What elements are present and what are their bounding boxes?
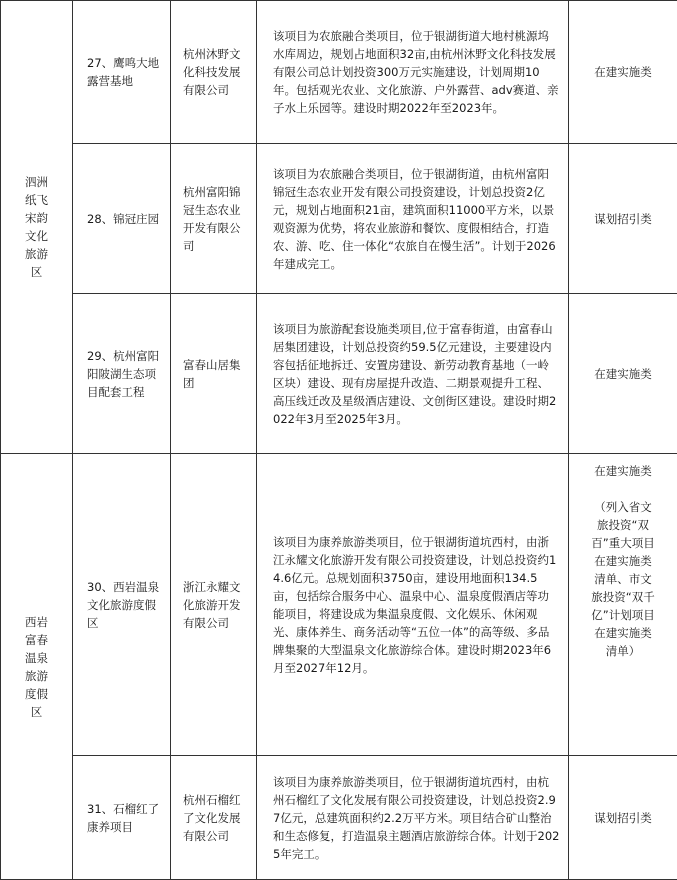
project-name: 27、鹰鸣大地露营基地 (73, 1, 171, 144)
project-name: 28、锦冠庄园 (73, 144, 171, 294)
project-status: 谋划招引类 (569, 756, 677, 880)
zone-name-line: 文化 (25, 229, 48, 243)
project-status: 在建实施类 (569, 1, 677, 144)
project-name: 31、石榴红了康养项目 (73, 756, 171, 880)
project-owner: 浙江永耀文化旅游开发有限公司 (171, 454, 257, 756)
zone-name-line: 旅游 (25, 669, 48, 683)
zone-name-line: 西岩 (25, 615, 48, 629)
status-note-line: 清单、市文 (581, 570, 665, 588)
zone-name-line: 富春 (25, 633, 48, 647)
project-owner: 杭州石榴红了文化发展有限公司 (171, 756, 257, 880)
zone-name-line: 纸飞 (25, 193, 48, 207)
project-description: 该项目为农旅融合类项目，位于银湖街道，由杭州富阳锦冠生态农业开发有限公司投资建设，计划总投资2亿元，规划占地面积21亩，建筑面积11000平方米，以景观资源为优势，将农业旅游和餐饮、度假相结合，打造农、游、吃、住一体化“农旅自在慢生活”。计划于2026年建成完工。 (257, 144, 569, 294)
project-description: 该项目为旅游配套设施类项目,位于富春街道，由富春山居集团建设，计划总投资约59.5亿元建设，主要建设内容包括征地拆迁、安置房建设、新劳动教育基地（一岭区块）建设、现有房屋提升改造、二期景观提升工程、高压线迁改及星级酒店建设、文创街区建设。建设时期2022年3月至2025年3月。 (257, 294, 569, 454)
status-note-line: 百”重大项目 (581, 534, 665, 552)
zone-cell (1, 454, 73, 880)
zone-name-line: 宋韵 (25, 211, 48, 225)
status-note-line: 旅投资“双 (581, 516, 665, 534)
zone-name-line: 度假 (25, 687, 48, 701)
project-status-note (581, 498, 665, 660)
project-owner: 富春山居集团 (171, 294, 257, 454)
project-status: 在建实施类 (594, 464, 652, 478)
project-description: 该项目为农旅融合类项目，位于银湖街道大地村桃源坞水库周边，规划占地面积32亩,由杭州沐野文化科技发展有限公司总计划投资300万元实施建设，计划周期10年。包括观光农业、文化旅游、户外露营、adv赛道、亲子水上乐园等。建设时期2022年至2023年。 (257, 1, 569, 144)
table-row (1, 756, 677, 880)
zone-name-line: 泗洲 (25, 175, 48, 189)
status-note-line: 在建实施类 (581, 552, 665, 570)
status-note-line: 旅投资“双千 (581, 588, 665, 606)
zone-name-line: 旅游 (25, 247, 48, 261)
project-status: 谋划招引类 (569, 144, 677, 294)
project-owner: 杭州沐野文化科技发展有限公司 (171, 1, 257, 144)
status-note-line: 亿”计划项目 (581, 606, 665, 624)
status-note-line: （列入省文 (581, 498, 665, 516)
project-description: 该项目为康养旅游类项目，位于银湖街道坑西村，由杭州石榴红了文化发展有限公司投资建设，计划总投资2.97亿元，总建筑面积约2.2万平方米。项目结合矿山整治和生态修复，打造温泉主题酒店旅游综合体。计划于2025年完工。 (257, 756, 569, 880)
table-row (1, 454, 677, 756)
zone-name-line: 区 (31, 705, 43, 719)
project-status: 在建实施类 (569, 294, 677, 454)
project-status-cell (569, 454, 677, 756)
zone-name-line: 区 (31, 265, 43, 279)
project-name: 30、西岩温泉文化旅游度假区 (73, 454, 171, 756)
table-row (1, 1, 677, 144)
project-description: 该项目为康养旅游类项目，位于银湖街道坑西村，由浙江永耀文化旅游开发有限公司投资建设，计划总投资约14.6亿元。总规划面积3750亩，建设用地面积134.5亩，包括综合服务中心、温泉中心、温泉度假酒店等功能项目，将建设成为集温泉度假、文化娱乐、休闲观光、康体养生、商务活动等“五位一体”的高等级、多品牌集聚的大型温泉文化旅游综合体。建设时期2023年6月至2027年12月。 (257, 454, 569, 756)
zone-cell (1, 1, 73, 454)
table-row (1, 144, 677, 294)
project-name: 29、杭州富阳阳陂湖生态项目配套工程 (73, 294, 171, 454)
table-row (1, 294, 677, 454)
project-owner: 杭州富阳锦冠生态农业开发有限公司 (171, 144, 257, 294)
zone-name-line: 温泉 (25, 651, 48, 665)
status-note-line: 清单） (581, 642, 665, 660)
status-note-line: 在建实施类 (581, 624, 665, 642)
